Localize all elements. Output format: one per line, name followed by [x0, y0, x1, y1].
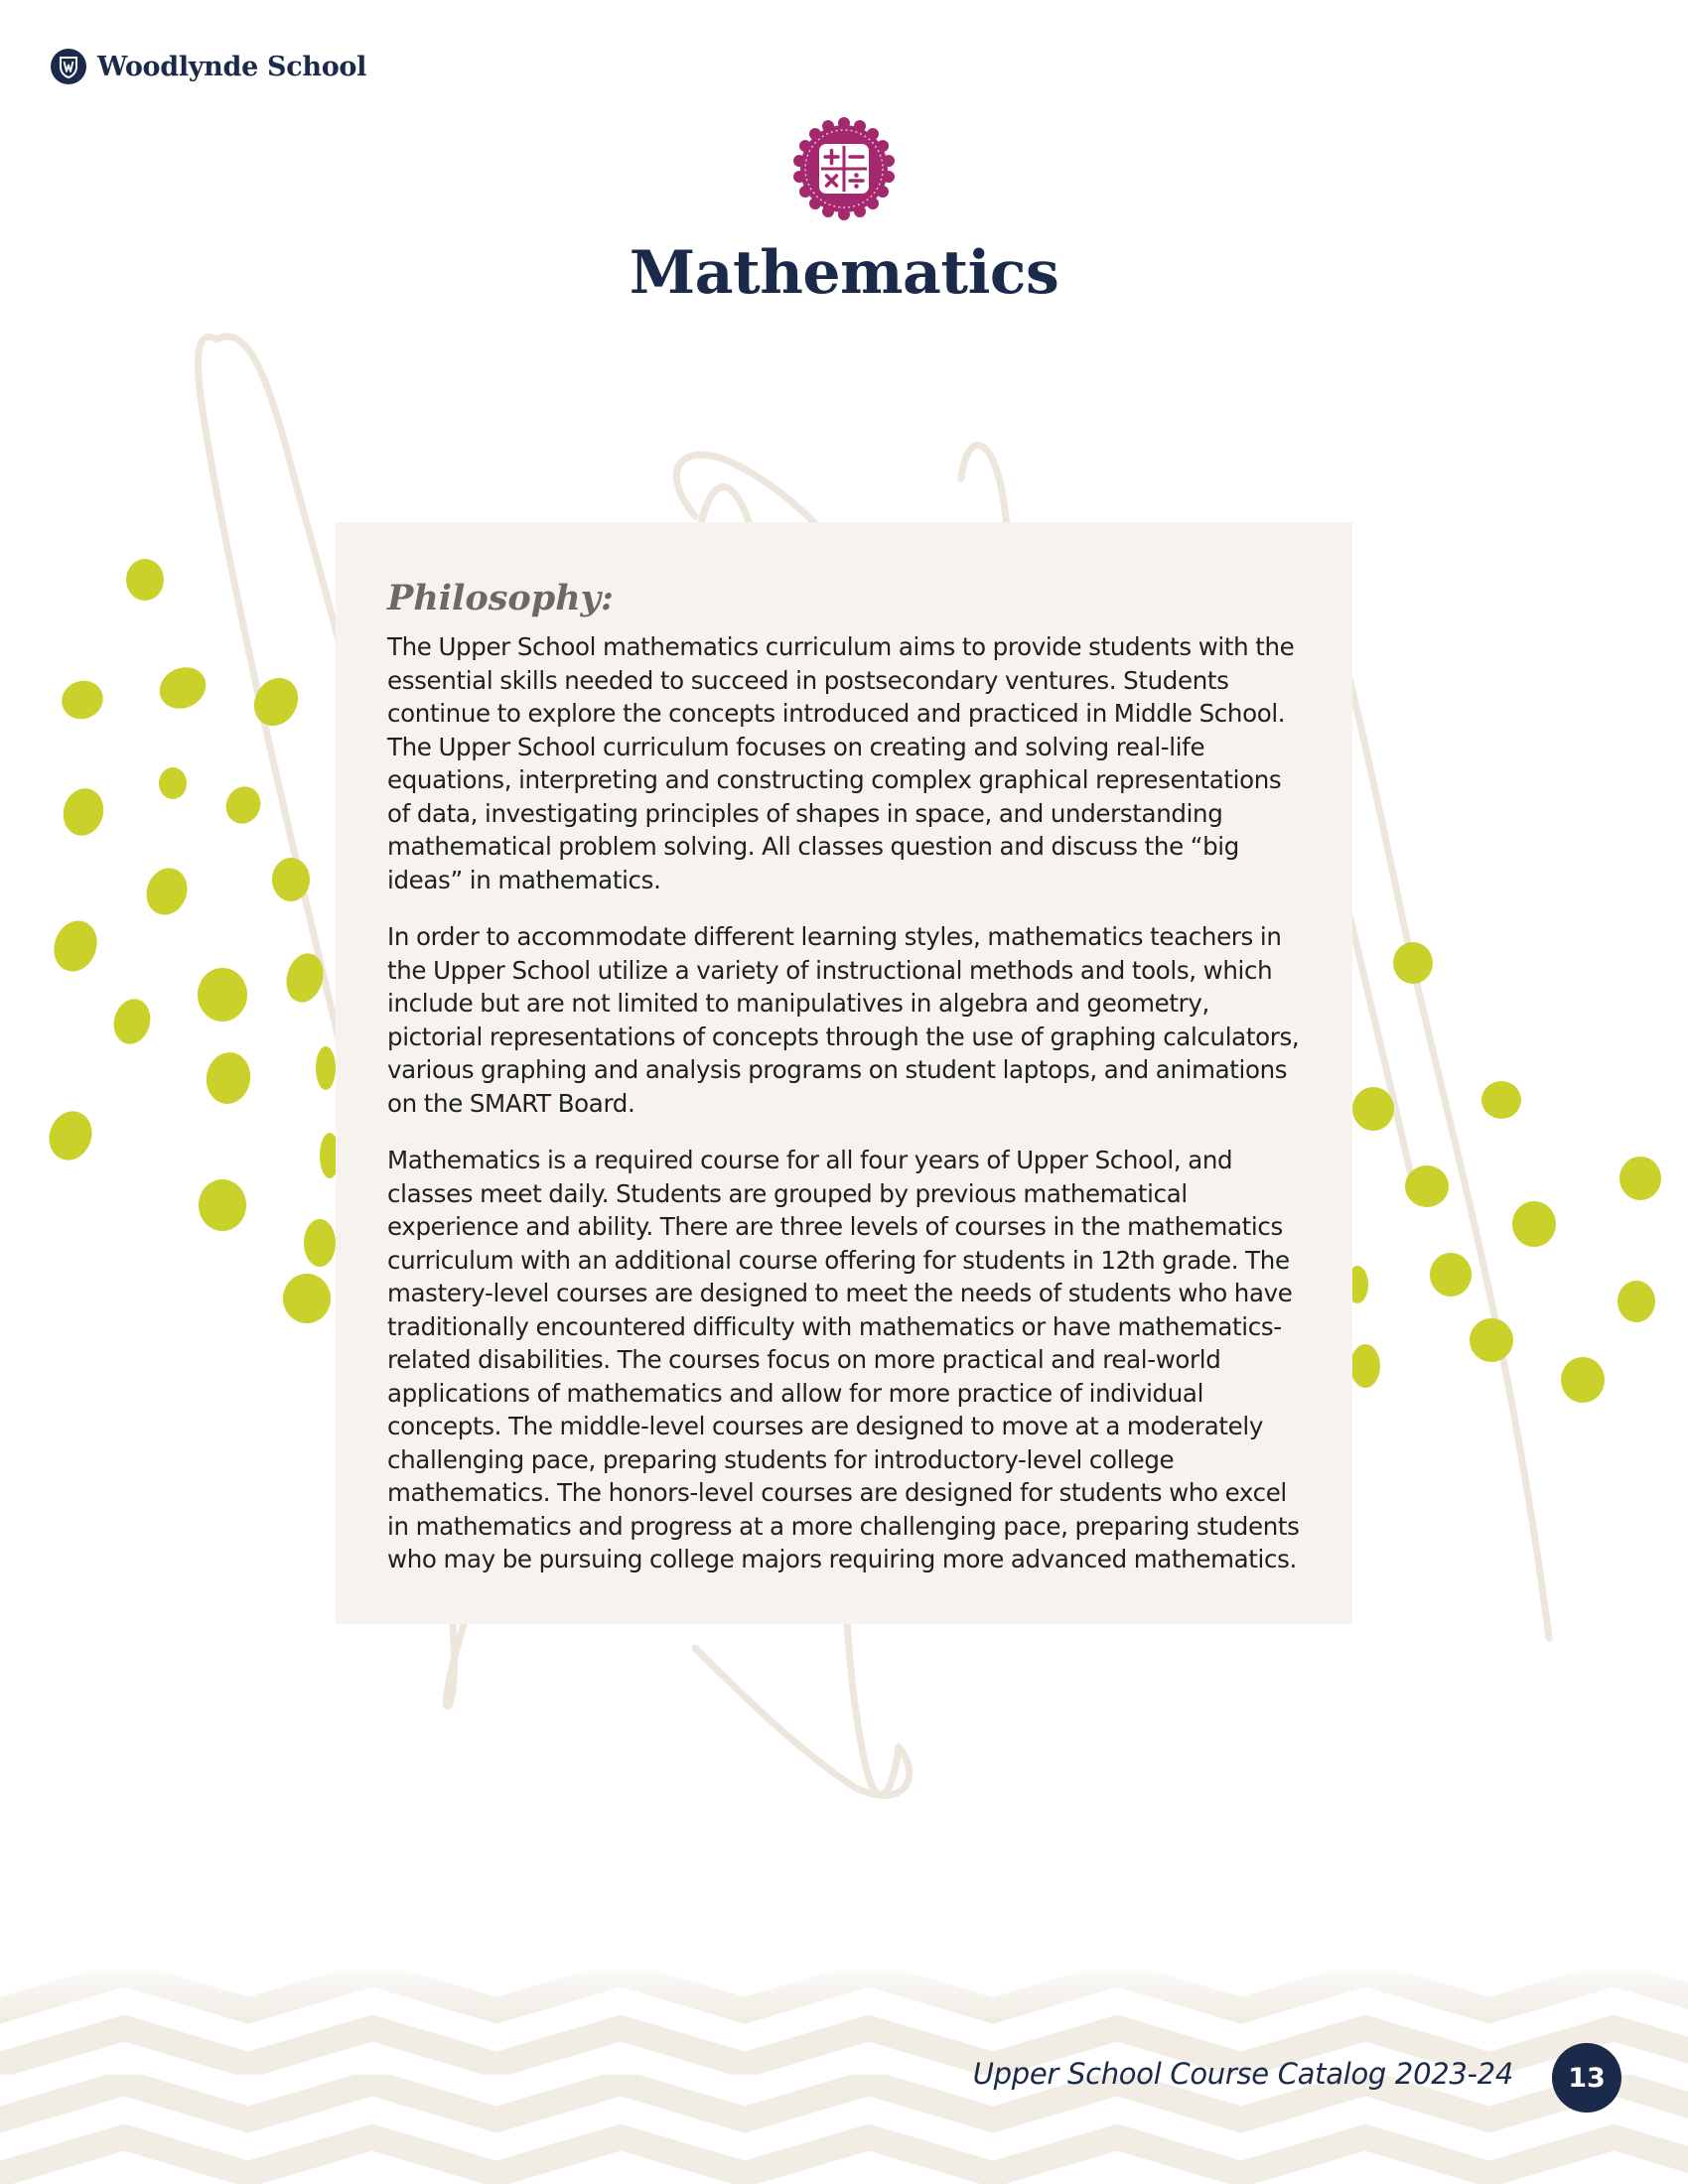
- philosophy-paragraph-1: The Upper School mathematics curriculum aims to provide students with the essential skills needed to succeed in postsecondary ventures. Students continue to explore the concepts introduced and practiced in Middle School. The Upper School curriculum focuses on creating and solving real-life equations, interpreting and constructing complex graphical representations of data, investigating principles of shapes in space, and understanding mathematical problem solving. All classes question and discuss the “big ideas” in mathematics.: [387, 632, 1295, 894]
- page-title: Mathematics: [629, 238, 1059, 308]
- catalog-title: Upper School Course Catalog 2023-24: [972, 2057, 1513, 2091]
- philosophy-card: [336, 522, 1352, 1624]
- shield-crest-icon: [50, 48, 87, 85]
- philosophy-paragraph-3: Mathematics is a required course for all four years of Upper School, and classes meet daily. Students are grouped by previous mathematical experience and ability. There are three levels of courses in the mathematics curriculum with an additional course offering for students in 12th grade. The mastery-level courses are designed to meet the needs of students who have traditionally encountered difficulty with mathematics or have mathematics-related disabilities. The courses focus on more practical and real-world applications of mathematics and allow for more practice of individual concepts. The middle-level courses are designed to move at a moderately challenging pace, preparing students for introductory-level college mathematics. The honors-level courses are designed for students who excel in mathematics and progress at a more challenging pace, preparing students who may be pursuing college majors requiring more advanced mathematics.: [387, 1146, 1300, 1573]
- school-logo[interactable]: [50, 48, 366, 85]
- page-number-badge: 13: [1552, 2043, 1621, 2113]
- math-operators-icon: [792, 117, 896, 220]
- philosophy-heading: Philosophy:: [387, 578, 614, 618]
- school-name: Woodlynde School: [97, 51, 367, 82]
- philosophy-paragraph-2: In order to accommodate different learning styles, mathematics teachers in the Upper School utilize a variety of instructional methods and tools, which include but are not limited to manipulatives in algebra and geometry, pictorial representations of concepts through the use of graphing calculators, various graphing and analysis programs on student laptops, and animations on the SMART Board.: [387, 922, 1300, 1118]
